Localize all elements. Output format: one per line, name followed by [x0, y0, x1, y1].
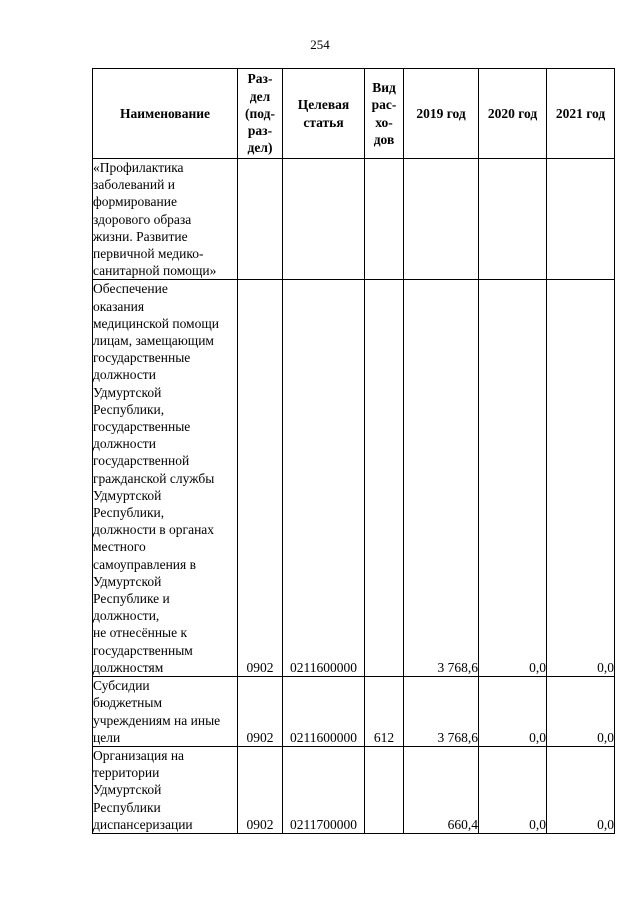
page-number: 254	[310, 37, 330, 52]
row-value-2019: 660,4	[404, 746, 479, 833]
table-row	[93, 677, 615, 747]
header-expense-type: Вид рас- хо- дов	[365, 69, 404, 159]
table-row	[93, 746, 615, 833]
row-value-2021: 0,0	[547, 677, 615, 747]
header-year-2020: 2020 год	[479, 69, 547, 159]
row-value-2019: 3 768,6	[404, 677, 479, 747]
row-section: 0902	[238, 677, 283, 747]
row-expense-type	[365, 280, 404, 677]
row-target-article: 0211600000	[283, 280, 365, 677]
header-target-article: Целевая статья	[283, 69, 365, 159]
table-row	[93, 159, 615, 280]
row-target-article: 0211700000	[283, 746, 365, 833]
header-section: Раз- дел (под- раз- дел)	[238, 69, 283, 159]
row-value-2021	[547, 159, 615, 280]
row-expense-type	[365, 159, 404, 280]
row-name: Субсидии бюджетным учреждениям на иные цели	[93, 677, 238, 747]
header-name: Наименование	[93, 69, 238, 159]
row-value-2021: 0,0	[547, 280, 615, 677]
row-section: 0902	[238, 280, 283, 677]
row-expense-type	[365, 746, 404, 833]
row-target-article: 0211600000	[283, 677, 365, 747]
row-value-2020: 0,0	[479, 746, 547, 833]
row-value-2020: 0,0	[479, 677, 547, 747]
budget-table	[92, 68, 615, 834]
row-value-2021: 0,0	[547, 746, 615, 833]
row-name: «Профилактика заболеваний и формирование здорового образа жизни. Развитие первичной медико- санитарной помощи»	[93, 159, 238, 280]
row-value-2019	[404, 159, 479, 280]
row-name: Организация на территории Удмуртской Республики диспансеризации	[93, 746, 238, 833]
table-row	[93, 280, 615, 677]
row-value-2020: 0,0	[479, 280, 547, 677]
row-target-article	[283, 159, 365, 280]
row-expense-type: 612	[365, 677, 404, 747]
table-header-row	[93, 69, 615, 159]
row-section	[238, 159, 283, 280]
header-year-2019: 2019 год	[404, 69, 479, 159]
header-year-2021: 2021 год	[547, 69, 615, 159]
row-section: 0902	[238, 746, 283, 833]
row-name: Обеспечение оказания медицинской помощи лицам, замещающим государственные должности Удмуртской Республики, государственные должности государственной гражданской службы Удмуртской Республики, должности в органах местного самоуправления в Удмуртской Республике и должности, не отнесённые к государственным должностям	[93, 280, 238, 677]
row-value-2020	[479, 159, 547, 280]
row-value-2019: 3 768,6	[404, 280, 479, 677]
